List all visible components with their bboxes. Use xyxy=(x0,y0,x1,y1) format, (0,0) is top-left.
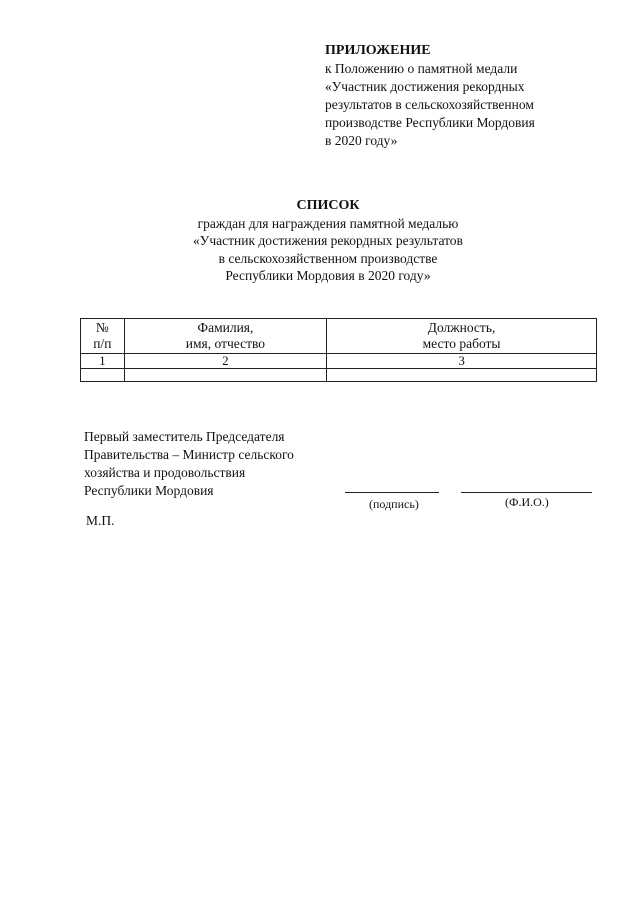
recipients-table xyxy=(80,318,597,382)
list-subtitle-line: в сельскохозяйственном производстве xyxy=(218,250,438,266)
header-position-line: место работы xyxy=(422,336,501,351)
table-row xyxy=(81,369,597,382)
appendix-line: к Положению о памятной медали xyxy=(325,61,518,76)
header-position-line: Должность, xyxy=(427,320,496,335)
list-subtitle-line: граждан для награждения памятной медалью xyxy=(197,215,459,231)
appendix-line: «Участник достижения рекордных xyxy=(325,79,525,94)
table-column-number-row xyxy=(81,354,597,369)
signer-position-line: Первый заместитель Председателя xyxy=(84,429,285,444)
header-position xyxy=(327,319,597,354)
list-subtitle-line: «Участник достижения рекордных результатов xyxy=(193,233,463,248)
column-number-cell: 1 xyxy=(81,354,125,369)
header-number xyxy=(81,319,125,354)
header-full-name-line: имя, отчество xyxy=(185,336,266,351)
header-number-line: № xyxy=(95,320,109,335)
full-name-caption: (Ф.И.О.) xyxy=(505,495,549,509)
signer-position-block xyxy=(84,428,294,500)
list-title: СПИСОК xyxy=(296,198,360,213)
signature-caption: (подпись) xyxy=(369,497,419,511)
signer-position-line: хозяйства и продовольствия xyxy=(84,465,246,480)
signer-position-line: Правительства – Министр сельского xyxy=(84,447,294,462)
appendix-block xyxy=(325,42,625,150)
signer-position-line: Республики Мордовия xyxy=(84,483,214,498)
appendix-line: в 2020 году» xyxy=(325,133,398,148)
table-cell xyxy=(124,369,326,382)
header-number-line: п/п xyxy=(93,336,112,351)
stamp-label: М.П. xyxy=(86,513,115,528)
column-number-cell: 2 xyxy=(124,354,326,369)
appendix-line: производстве Республики Мордовия xyxy=(325,115,535,130)
table-cell xyxy=(81,369,125,382)
appendix-heading: ПРИЛОЖЕНИЕ xyxy=(325,43,431,58)
header-full-name-line: Фамилия, xyxy=(197,320,254,335)
list-subtitle-line: Республики Мордовия в 2020 году» xyxy=(225,268,431,283)
table-header-row xyxy=(81,319,597,354)
table-cell xyxy=(327,369,597,382)
appendix-line: результатов в сельскохозяйственном xyxy=(325,97,534,112)
list-title-block xyxy=(0,197,640,285)
signature-blank-line xyxy=(345,492,439,493)
header-full-name xyxy=(124,319,326,354)
full-name-blank-line xyxy=(461,492,592,493)
column-number-cell: 3 xyxy=(327,354,597,369)
